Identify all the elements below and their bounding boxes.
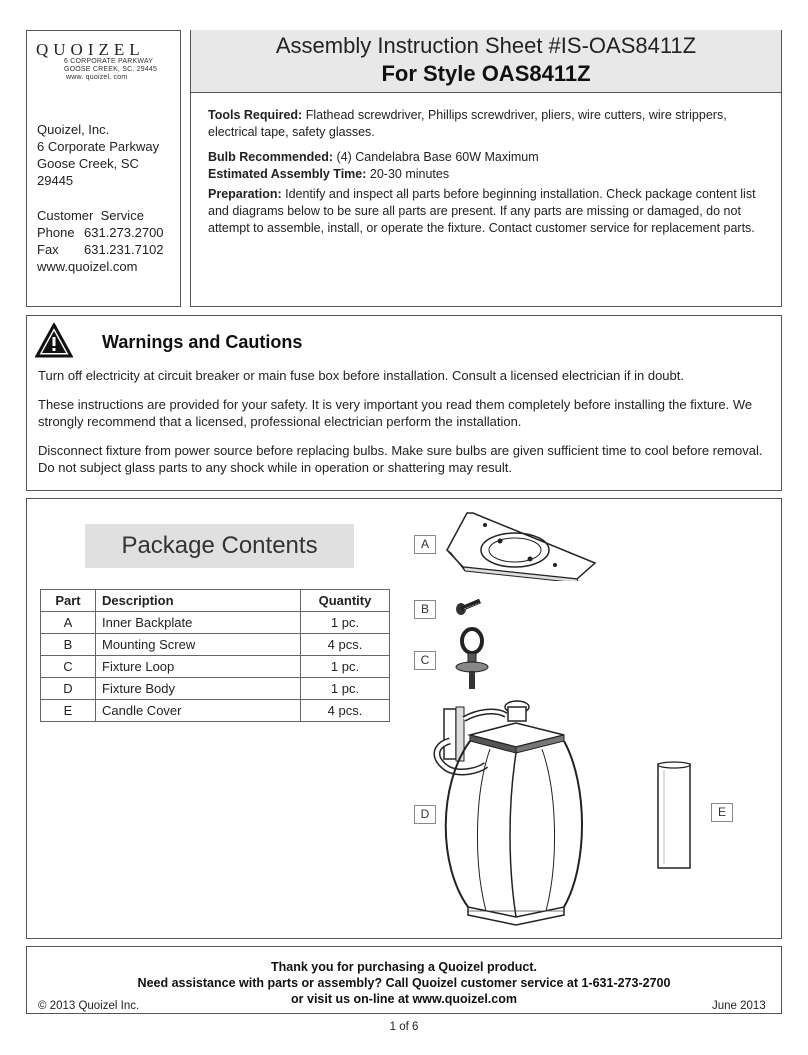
row-part: E [41, 700, 96, 722]
contact-zip: 29445 [37, 173, 74, 188]
table-row [41, 612, 390, 634]
row-quantity: 1 pc. [301, 678, 390, 700]
table-header-row [41, 590, 390, 612]
prep-label: Preparation: [208, 187, 282, 201]
page-title: Assembly Instruction Sheet #IS-OAS8411Z [275, 33, 697, 58]
row-quantity: 4 pcs. [301, 700, 390, 722]
warning-paragraph-3: Disconnect fixture from power source before replacing bulbs. Make sure bulbs are given sufficient time to cool before removal. Do not subject glass parts to any shock while in operation or shattering may result. [38, 443, 763, 475]
warning-paragraph-1: Turn off electricity at circuit breaker or main fuse box before installation. Consult a licensed electrician if in doubt. [38, 368, 684, 383]
assembly-time [208, 166, 773, 183]
contact-web: www.quoizel.com [37, 259, 138, 274]
style-title: For Style OAS8411Z [381, 61, 591, 86]
parts-table [40, 589, 390, 722]
tools-text: Flathead screwdriver, Phillips screwdriver, pliers, wire cutters, wire strippers, electrical tape, safety glasses. [208, 108, 727, 139]
warnings-title: Warnings and Cautions [102, 332, 303, 352]
logo-web: www. quoizel. com [66, 74, 128, 81]
copyright: © 2013 Quoizel Inc. [38, 1000, 140, 1012]
label-a: A [414, 535, 436, 554]
row-part: A [41, 612, 96, 634]
contact-street: 6 Corporate Parkway [37, 139, 160, 154]
contact-company: Quoizel, Inc. [37, 122, 110, 137]
row-description: Inner Backplate [96, 612, 301, 634]
footer-thanks: Thank you for purchasing a Quoizel product. [271, 960, 537, 974]
bulb-label: Bulb Recommended: [208, 150, 334, 164]
row-part: C [41, 656, 96, 678]
label-c: C [414, 651, 436, 670]
title-band [191, 30, 781, 93]
logo-address2: GOOSE CREEK, SC. 29445 [64, 66, 158, 73]
preparation [208, 186, 773, 237]
warning-icon [35, 323, 73, 358]
contact-fax: 631.231.7102 [84, 242, 164, 257]
contact-phone: 631.273.2700 [84, 225, 164, 240]
row-description: Fixture Loop [96, 656, 301, 678]
header-part: Part [41, 590, 96, 612]
row-description: Candle Cover [96, 700, 301, 722]
label-e: E [711, 803, 733, 822]
row-quantity: 4 pcs. [301, 634, 390, 656]
table-row [41, 678, 390, 700]
footer-assist: Need assistance with parts or assembly? Call Quoizel customer service at 1-631-273-2700 [137, 976, 671, 990]
label-d: D [414, 805, 436, 824]
row-description: Fixture Body [96, 678, 301, 700]
contact-service-label: Customer Service [37, 208, 144, 223]
warning-paragraph-2: These instructions are provided for your safety. It is very important you read them completely before installing the fixture. We strongly recommend that a licensed, professional electrician perform the installation. [38, 397, 753, 429]
time-label: Estimated Assembly Time: [208, 167, 367, 181]
header-description: Description [96, 590, 301, 612]
tools-required [208, 107, 773, 141]
package-contents-title: Package Contents [85, 524, 354, 568]
table-row [41, 634, 390, 656]
fixture-body-drawing [428, 695, 588, 927]
mounting-screw-drawing [455, 597, 483, 617]
tools-label: Tools Required: [208, 108, 303, 122]
row-part: B [41, 634, 96, 656]
contact-phone-label: Phone [37, 225, 75, 240]
table-row [41, 656, 390, 678]
page-number: 1 of 6 [389, 1021, 419, 1033]
bulb-text: (4) Candelabra Base 60W Maximum [336, 150, 539, 164]
document-date: June 2013 [712, 1000, 766, 1012]
footer-online: or visit us on-line at www.quoizel.com [291, 992, 517, 1006]
table-row [41, 700, 390, 722]
contact-fax-label: Fax [37, 242, 59, 257]
logo-address1: 6 CORPORATE PARKWAY [64, 58, 154, 65]
row-quantity: 1 pc. [301, 612, 390, 634]
row-description: Mounting Screw [96, 634, 301, 656]
inner-backplate-drawing [445, 505, 605, 581]
brand-logo: QUOIZEL [36, 40, 145, 59]
row-quantity: 1 pc. [301, 656, 390, 678]
bulb-recommended [208, 149, 773, 166]
header-quantity: Quantity [301, 590, 390, 612]
row-part: D [41, 678, 96, 700]
contact-city: Goose Creek, SC [37, 156, 139, 171]
prep-text: Identify and inspect all parts before beginning installation. Check package content list and diagrams below to be sure all parts are present. If any parts are missing or damaged, do not attempt to assemble, install, or operate the fixture. Contact customer service for replacement parts. [208, 187, 756, 235]
label-b: B [414, 600, 436, 619]
fixture-loop-drawing [450, 627, 494, 691]
candle-cover-drawing [654, 760, 694, 872]
time-text: 20-30 minutes [369, 167, 450, 181]
